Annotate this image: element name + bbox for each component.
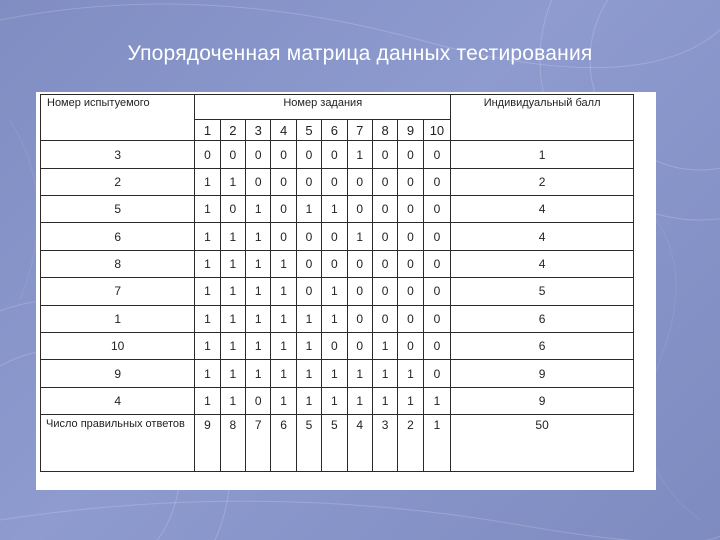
task-number-8: 8 [372,120,397,141]
answer-cell: 1 [296,387,321,414]
answer-cell: 1 [398,360,423,387]
task-number-6: 6 [322,120,347,141]
task-number-header: Номер задания [195,95,451,120]
answer-cell: 1 [195,196,220,223]
subject-number-cell: 5 [41,196,195,223]
subject-number-cell: 2 [41,168,195,195]
answer-cell: 1 [220,305,245,332]
answer-cell: 1 [347,360,372,387]
answer-cell: 0 [347,305,372,332]
answer-cell: 0 [423,141,451,168]
task-number-2: 2 [220,120,245,141]
answer-cell: 1 [246,360,271,387]
subject-number-cell: 10 [41,332,195,359]
answer-cell: 0 [423,332,451,359]
table-row [41,305,634,332]
table-row [41,196,634,223]
answer-cell: 1 [271,387,296,414]
answer-cell: 0 [296,223,321,250]
answer-cell: 0 [398,332,423,359]
answer-cell: 1 [220,168,245,195]
subject-number-cell: 7 [41,278,195,305]
answer-cell: 0 [398,141,423,168]
answer-cell: 0 [372,196,397,223]
answer-cell: 0 [271,168,296,195]
answer-cell: 1 [220,223,245,250]
subject-number-cell: 3 [41,141,195,168]
answer-cell: 0 [195,141,220,168]
answer-cell: 1 [271,250,296,277]
answer-cell: 0 [423,196,451,223]
answer-cell: 0 [296,250,321,277]
data-matrix-sheet [36,92,656,490]
answer-cell: 0 [220,196,245,223]
task-number-10: 10 [423,120,451,141]
answer-cell: 0 [246,168,271,195]
individual-score-cell: 4 [451,223,634,250]
individual-score-cell: 9 [451,360,634,387]
answer-cell: 0 [398,196,423,223]
answer-cell: 0 [347,278,372,305]
correct-count-cell: 3 [372,415,397,472]
answer-cell: 0 [372,223,397,250]
answer-cell: 1 [195,278,220,305]
answer-cell: 0 [296,278,321,305]
answer-cell: 1 [423,387,451,414]
individual-score-cell: 2 [451,168,634,195]
answer-cell: 1 [246,250,271,277]
subject-number-header: Номер испытуемого [41,95,195,141]
answer-cell: 1 [195,360,220,387]
answer-cell: 1 [195,223,220,250]
answer-cell: 1 [271,278,296,305]
answer-cell: 1 [246,196,271,223]
answer-cell: 1 [271,360,296,387]
table-row [41,250,634,277]
answer-cell: 0 [322,250,347,277]
answer-cell: 1 [322,360,347,387]
subject-number-cell: 8 [41,250,195,277]
answer-cell: 1 [322,387,347,414]
answer-cell: 0 [423,223,451,250]
table-row [41,278,634,305]
answer-cell: 0 [322,168,347,195]
answer-cell: 1 [246,278,271,305]
answer-cell: 1 [347,223,372,250]
table-row [41,141,634,168]
answer-cell: 1 [220,332,245,359]
individual-score-header: Индивидуальный балл [451,95,634,141]
individual-score-cell: 6 [451,305,634,332]
answer-cell: 0 [398,168,423,195]
answer-cell: 0 [220,141,245,168]
answer-cell: 0 [322,141,347,168]
answer-cell: 0 [246,387,271,414]
answer-cell: 1 [220,278,245,305]
individual-score-cell: 4 [451,250,634,277]
answer-cell: 1 [296,360,321,387]
answer-cell: 1 [220,360,245,387]
task-number-1: 1 [195,120,220,141]
task-number-3: 3 [246,120,271,141]
answer-cell: 0 [322,223,347,250]
answer-cell: 0 [398,305,423,332]
correct-answers-label: Число правильных ответов [41,415,195,472]
answer-cell: 1 [271,305,296,332]
individual-score-cell: 6 [451,332,634,359]
answer-cell: 0 [347,196,372,223]
task-number-4: 4 [271,120,296,141]
answer-cell: 1 [398,387,423,414]
answer-cell: 1 [296,305,321,332]
individual-score-cell: 4 [451,196,634,223]
answer-cell: 1 [372,387,397,414]
answer-cell: 1 [246,305,271,332]
answer-cell: 1 [195,168,220,195]
subject-number-cell: 4 [41,387,195,414]
subject-number-cell: 9 [41,360,195,387]
task-number-5: 5 [296,120,321,141]
correct-count-cell: 5 [322,415,347,472]
correct-count-cell: 7 [246,415,271,472]
individual-score-cell: 9 [451,387,634,414]
slide-title: Упорядоченная матрица данных тестирования [127,42,593,65]
answer-cell: 0 [347,332,372,359]
total-score-cell: 50 [451,415,634,472]
correct-count-cell: 8 [220,415,245,472]
answer-cell: 1 [347,387,372,414]
answer-cell: 0 [398,223,423,250]
subject-number-cell: 6 [41,223,195,250]
answer-cell: 1 [195,332,220,359]
answer-cell: 0 [423,250,451,277]
individual-score-cell: 5 [451,278,634,305]
answer-cell: 0 [246,141,271,168]
table-row [41,168,634,195]
answer-cell: 1 [195,305,220,332]
table-row [41,360,634,387]
correct-count-cell: 1 [423,415,451,472]
correct-count-cell: 5 [296,415,321,472]
answer-cell: 1 [347,141,372,168]
answer-cell: 0 [423,278,451,305]
answer-cell: 0 [398,278,423,305]
answer-cell: 1 [195,387,220,414]
answer-cell: 0 [423,168,451,195]
answer-cell: 0 [372,305,397,332]
answer-cell: 0 [322,332,347,359]
answer-cell: 1 [195,250,220,277]
answer-cell: 0 [271,141,296,168]
correct-count-cell: 9 [195,415,220,472]
answer-cell: 0 [398,250,423,277]
table-row [41,223,634,250]
answer-cell: 0 [347,168,372,195]
answer-cell: 1 [322,196,347,223]
answer-cell: 0 [347,250,372,277]
correct-count-cell: 4 [347,415,372,472]
answer-cell: 0 [296,168,321,195]
table-row [41,387,634,414]
answer-cell: 0 [423,305,451,332]
answer-cell: 0 [423,360,451,387]
answer-cell: 1 [271,332,296,359]
answer-cell: 1 [296,332,321,359]
answer-cell: 1 [372,332,397,359]
answer-cell: 1 [220,387,245,414]
answer-cell: 1 [296,196,321,223]
task-number-7: 7 [347,120,372,141]
correct-answers-footer-row [41,415,634,472]
answer-cell: 0 [271,223,296,250]
answer-cell: 0 [372,168,397,195]
answer-cell: 1 [322,278,347,305]
answer-cell: 0 [271,196,296,223]
answer-cell: 1 [246,332,271,359]
answer-cell: 0 [296,141,321,168]
test-data-matrix [40,94,634,472]
table-row [41,332,634,359]
task-number-9: 9 [398,120,423,141]
answer-cell: 0 [372,278,397,305]
answer-cell: 0 [372,141,397,168]
individual-score-cell: 1 [451,141,634,168]
answer-cell: 1 [246,223,271,250]
correct-count-cell: 2 [398,415,423,472]
answer-cell: 1 [372,360,397,387]
answer-cell: 1 [322,305,347,332]
correct-count-cell: 6 [271,415,296,472]
answer-cell: 1 [220,250,245,277]
subject-number-cell: 1 [41,305,195,332]
answer-cell: 0 [372,250,397,277]
